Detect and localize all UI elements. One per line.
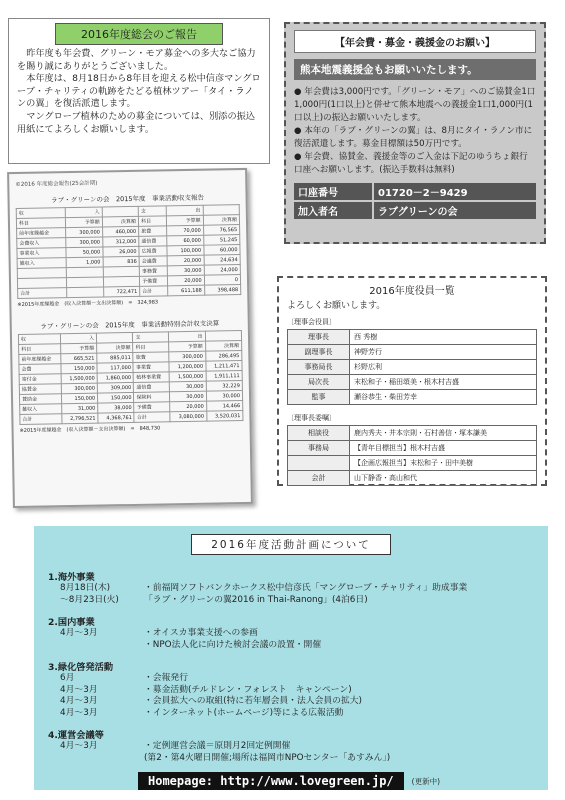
officer-row (288, 426, 537, 441)
plan-description: ・会報発行 (144, 673, 188, 683)
finance-cell: 460,000 (102, 226, 138, 237)
finance-cell: 38,000 (98, 402, 135, 413)
finance-cell: 1,200,000 (169, 361, 206, 372)
officers-title: 2016年度役員一覧 (369, 286, 455, 297)
plan-item (48, 659, 534, 719)
finance-cell: 予算額 (66, 217, 102, 228)
finance-cell: 科目 (138, 216, 166, 226)
plan-row (48, 696, 534, 708)
appeal-title: 【年会費・募金・義援金のお願い】 (294, 30, 536, 53)
officer-role (288, 456, 350, 471)
finance-cell (67, 287, 103, 298)
activity-plan (34, 526, 548, 790)
finance-cell (67, 267, 103, 278)
finance-cell: 予算額 (167, 215, 203, 226)
officers-list (277, 276, 547, 486)
finance-cell (205, 331, 242, 342)
finance-cell: 30,000 (206, 391, 243, 402)
finance-cell: 286,495 (205, 351, 242, 362)
homepage-link[interactable]: Homepage: http://www.lovegreen.jp/ (138, 772, 404, 790)
finance-cell: 合計 (20, 414, 62, 425)
finance-cell: 植林事業費 (134, 372, 170, 383)
finance-table-title: ラブ・グリーンの会 2015年度 事業活動収支報告 (51, 193, 205, 205)
plan-description: ・インターネット(ホームページ)等による広報活動 (144, 707, 344, 718)
finance-cell: 150,000 (61, 393, 98, 404)
finance-cell: 31,000 (61, 403, 98, 414)
finance-cell: 3,520,031 (206, 411, 243, 422)
finance-cell: 100,000 (167, 245, 203, 256)
finance-cell: 30,000 (170, 381, 207, 392)
finance-cell: 2,796,521 (62, 413, 99, 424)
plan-row (48, 583, 534, 595)
finance-cell: 科目 (16, 218, 66, 229)
annual-meeting-report (8, 18, 270, 164)
finance-cell: 支 (133, 332, 169, 343)
finance-cell: 賛助金 (19, 394, 61, 405)
plan-date: 4月～3月 (60, 741, 98, 751)
financial-statement-image (7, 168, 253, 508)
officer-names: 杉野広利 (350, 360, 537, 375)
finance-cell: 665,521 (61, 353, 98, 364)
plan-description: ・募金活動(チルドレン・フォレスト キャンペーン) (144, 684, 352, 695)
officer-names: 西 秀樹 (350, 330, 537, 345)
finance-cell: 寄付金 (19, 374, 61, 385)
plan-items (48, 569, 534, 764)
report-paragraph: 昨年度も年会費、グリーン・モア募金への多大なご協力を賜り誠にありがとうございました。 (17, 48, 256, 72)
officer-role: 副理事長 (288, 345, 350, 360)
account-number: 01720－2－9429 (374, 183, 536, 200)
finance-cell: 150,000 (61, 363, 98, 374)
report-paragraph: 本年度は、8月18日から8年目を迎える松中信彦マングローブ・チャリティの軌跡をたどる植林ツアー「タイ・ラノンの翼」を復活派遣します。 (17, 73, 261, 110)
finance-cell: 312,000 (103, 236, 139, 247)
finance-footer: ※2015年度繰越金 (収入決算額－支出決算額) = 848,730 (19, 425, 161, 434)
finance-cell: 150,000 (98, 392, 135, 403)
plan-item (48, 727, 534, 764)
plan-date: 4月～3月 (60, 628, 98, 638)
plan-row (48, 673, 534, 685)
finance-cell: 117,000 (97, 362, 134, 373)
plan-row (48, 741, 534, 753)
finance-cell: 前年度繰越金 (19, 354, 61, 365)
finance-cell: 科目 (19, 344, 61, 355)
finance-cell: 30,000 (170, 391, 207, 402)
officer-names: 【青年目標担当】根木村吉盛 (350, 441, 537, 456)
officer-names: 山下静香・高山和代 (350, 471, 537, 486)
finance-cell: 20,000 (168, 275, 204, 286)
finance-cell: 20,000 (167, 255, 203, 266)
finance-cell: 300,000 (169, 351, 206, 362)
finance-cell: 1,500,000 (169, 371, 206, 382)
plan-description: ・オイスカ事業支援への参画 (144, 628, 258, 638)
finance-cell (103, 276, 139, 287)
plan-row (48, 628, 534, 640)
plan-item-heading: 1.海外事業 (48, 572, 95, 583)
finance-cell: 722,471 (103, 286, 139, 297)
finance-cell: 24,634 (204, 255, 241, 266)
finance-cell: 1,911,111 (206, 371, 243, 382)
finance-cell: 合計 (134, 412, 170, 423)
finance-cell: 事業費 (133, 362, 169, 373)
plan-date: 4月～3月 (60, 707, 98, 718)
finance-cell: 前年度繰越金 (17, 228, 67, 239)
finance-cell: 76,565 (203, 225, 240, 236)
plan-date (48, 640, 144, 652)
finance-cell: 出 (167, 205, 203, 216)
homepage-row (138, 772, 534, 790)
plan-description: ・前福岡ソフトバンクホークス松中信彦氏「マングローブ・チャリティ」助成事業 (144, 583, 468, 593)
finance-cell: 398,488 (204, 285, 241, 296)
finance-cell: 60,000 (204, 245, 241, 256)
finance-table (18, 330, 244, 425)
finance-cell: 通信費 (134, 382, 170, 393)
chair-table (287, 425, 537, 486)
finance-table (16, 204, 242, 299)
officer-row (288, 456, 537, 471)
officer-names: 【企画広報担当】末松和子・田中美樹 (350, 456, 537, 471)
finance-cell: 支 (138, 206, 166, 216)
finance-sections (16, 192, 244, 434)
plan-date: 4月～3月 (60, 684, 98, 695)
finance-cell: 4,368,761 (98, 412, 135, 423)
officer-names: 末松和子・稲田頌美・根木村吉盛 (350, 375, 537, 390)
account-holder: ラブグリーンの会 (374, 202, 536, 219)
finance-cell: 300,000 (66, 227, 102, 238)
report-title: 2016年度総会のご報告 (55, 23, 223, 45)
officer-role: 事務局長 (288, 360, 350, 375)
officer-row (288, 375, 537, 390)
officer-names: 神野芳行 (350, 345, 537, 360)
finance-cell: 決算額 (205, 341, 242, 352)
officers-subtitle: よろしくお願いします。 (287, 301, 386, 311)
finance-cell: 1,000 (67, 257, 103, 268)
officer-row (288, 471, 537, 486)
finance-cell: 51,245 (203, 235, 240, 246)
plan-row (48, 595, 534, 607)
finance-cell: 会費 (19, 364, 61, 375)
officer-row (288, 360, 537, 375)
account-number-label: 口座番号 (294, 183, 372, 200)
finance-cell (67, 277, 103, 288)
officer-row (288, 441, 537, 456)
finance-cell: 309,000 (97, 382, 134, 393)
plan-description: ・会員拡大への取組(特に若年層会員・法人会員の拡大) (144, 696, 362, 706)
plan-date: ～8月23日(火) (60, 594, 119, 605)
finance-cell: 0 (204, 275, 241, 286)
finance-cell (102, 206, 138, 217)
officer-names: 瀬谷恭生・柴田芳幸 (350, 390, 537, 405)
plan-title: 2016年度活動計画について (191, 534, 391, 555)
finance-cell: 予備費 (140, 276, 168, 286)
finance-cell: 予算額 (169, 341, 206, 352)
chair-section-label: 〔理事長委嘱〕 (287, 414, 336, 422)
finance-cell: 決算額 (102, 216, 138, 227)
plan-date: 6月 (60, 673, 75, 683)
plan-description: (第2・第4火曜日開催;場所は福岡市NPOセンター「あすみん」) (144, 752, 391, 763)
plan-item-heading: 3.緑化啓発活動 (48, 662, 114, 673)
finance-cell: 事業収入 (17, 248, 67, 259)
plan-date (48, 753, 144, 765)
plan-date: 8月18日(木) (60, 583, 111, 593)
appeal-banner: 熊本地震義援金もお願いいたします。 (294, 59, 536, 80)
finance-cell: 広報費 (139, 246, 167, 256)
finance-cell: 50,000 (66, 247, 102, 258)
finance-cell: 70,000 (167, 225, 203, 236)
officer-names: 鹿内秀夫・井本宗則・石村善信・塚本謙美 (350, 426, 537, 441)
finance-cell: 予備費 (134, 402, 170, 413)
finance-cell: 1,860,000 (97, 372, 134, 383)
finance-footer: ※2015年度繰越金 (収入決算額－支出決算額) = 324,983 (17, 299, 159, 308)
finance-cell (97, 332, 134, 343)
finance-header: ©2016 年度総会報告(25会計期) (15, 180, 98, 188)
officer-row (288, 345, 537, 360)
finance-cell: 611,188 (168, 285, 204, 296)
finance-cell (103, 266, 139, 277)
report-paragraph: マングローブ植林のための募金については、別添の振込用紙にてよろしくお願いします。 (17, 110, 256, 135)
finance-cell: 32,229 (206, 381, 243, 392)
finance-cell: 20,000 (170, 401, 207, 412)
finance-cell: 885,011 (97, 352, 134, 363)
finance-cell: 予算額 (60, 343, 97, 354)
finance-cell: 旅費 (139, 226, 167, 236)
plan-description: ・NPO法人化に向けた検討会議の設置・開催 (144, 639, 322, 650)
finance-cell: 会議費 (139, 256, 167, 266)
finance-table-title: ラブ・グリーンの会 2015年度 事業活動特別会計収支決算 (40, 319, 220, 331)
finance-cell: 3,080,000 (170, 411, 207, 422)
plan-item-heading: 2.国内事業 (48, 617, 95, 628)
finance-cell: 14,466 (206, 401, 243, 412)
officer-role: 事務局 (288, 441, 350, 456)
finance-cell: 雑収入 (17, 258, 67, 269)
plan-item-heading: 4.運営会議等 (48, 730, 104, 741)
finance-cell: 300,000 (66, 237, 102, 248)
board-section-label: 〔理事会役員〕 (287, 318, 336, 326)
account-holder-label: 加入者名 (294, 202, 372, 219)
finance-cell: 30,000 (168, 265, 204, 276)
plan-item (48, 614, 534, 651)
officer-role: 相談役 (288, 426, 350, 441)
plan-item (48, 569, 534, 606)
officer-role: 局次長 (288, 375, 350, 390)
plan-row (48, 708, 534, 720)
plan-row (48, 685, 534, 697)
finance-cell: 入 (66, 207, 102, 218)
plan-description: ・定例運営会議＝原則月2回定例開催 (144, 741, 291, 751)
finance-cell: 収 (18, 334, 60, 345)
finance-cell: 通信費 (139, 236, 167, 246)
finance-cell: 300,000 (61, 383, 98, 394)
officer-role: 監事 (288, 390, 350, 405)
officer-row (288, 390, 537, 405)
finance-cell: 26,000 (103, 246, 139, 257)
finance-cell: 事務費 (139, 266, 167, 276)
finance-cell: 協賛金 (19, 384, 61, 395)
plan-row (48, 640, 534, 652)
finance-cell: 収 (16, 208, 66, 219)
finance-cell: 60,000 (167, 235, 203, 246)
finance-cell: 24,000 (204, 265, 241, 276)
plan-description: 「ラブ・グリーンの翼2016 in Thai-Ranong」(4泊6日) (144, 594, 368, 605)
appeal-paragraph: ● 本年の「ラブ・グリーンの翼」は、8月にタイ・ラノン市に復活派遣します。募金目標額は50万円です。 (294, 126, 533, 149)
finance-cell: 旅費 (133, 352, 169, 363)
officer-role: 理事長 (288, 330, 350, 345)
finance-cell: 1,500,000 (61, 373, 98, 384)
officer-role: 会計 (288, 471, 350, 486)
finance-cell: 決算額 (203, 215, 240, 226)
donation-appeal (284, 22, 546, 244)
finance-cell (203, 205, 240, 216)
finance-cell: 合計 (18, 288, 68, 299)
finance-cell: 入 (60, 333, 97, 344)
finance-cell: 出 (169, 331, 206, 342)
finance-cell: 合計 (140, 286, 168, 296)
appeal-paragraph: ● 年会費は3,000円です。「グリーン・モア」へのご協賛金1口1,000円(1口以上)と併せて熊本地震への義援金1口1,000円(1口以上)の振込お願いいたします。 (294, 87, 536, 123)
finance-cell: 1,211,471 (206, 361, 243, 372)
finance-cell: 会費収入 (17, 238, 67, 249)
board-table (287, 329, 537, 405)
finance-cell: 雑収入 (20, 404, 62, 415)
plan-row (48, 753, 534, 765)
bank-account-info (294, 183, 536, 219)
finance-cell: 保険料 (134, 392, 170, 403)
finance-cell: 決算額 (97, 342, 134, 353)
finance-cell: 科目 (133, 342, 169, 353)
appeal-paragraph: ● 年会費、協賛金、義援金等のご入金は下記のゆうちょ銀行口座へお願いします。(振込手数料は無料) (294, 152, 528, 175)
officer-row (288, 330, 537, 345)
plan-date: 4月～3月 (60, 696, 98, 706)
finance-cell: 836 (103, 256, 139, 267)
homepage-note: (更新中) (411, 776, 440, 786)
